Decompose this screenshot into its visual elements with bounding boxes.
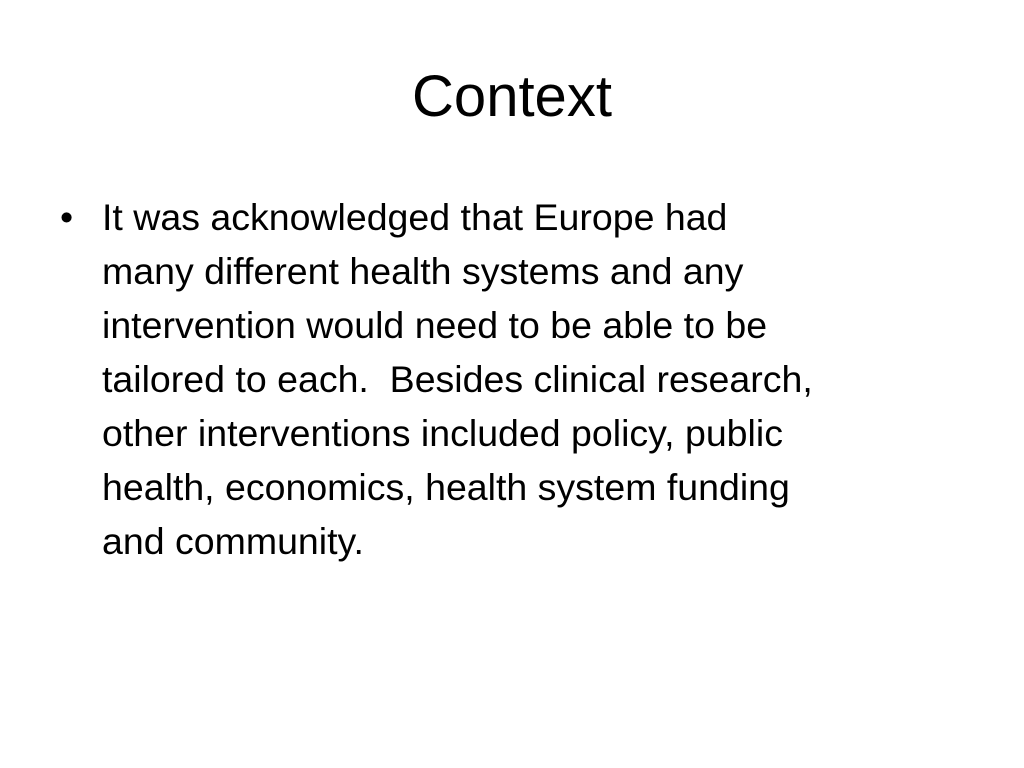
- bullet-line: and community.: [102, 520, 364, 562]
- bullet-icon: •: [60, 196, 74, 238]
- bullet-line: other interventions included policy, public: [102, 412, 783, 454]
- bullet-line: It was acknowledged that Europe had: [102, 196, 728, 238]
- bullet-line: tailored to each. Besides clinical research,: [102, 358, 813, 400]
- bullet-text: [102, 190, 980, 568]
- bullet-list: [60, 190, 980, 568]
- bullet-line: health, economics, health system funding: [102, 466, 790, 508]
- slide-title: Context: [412, 64, 612, 129]
- bullet-line: intervention would need to be able to be: [102, 304, 768, 346]
- bullet-item: [60, 190, 980, 568]
- bullet-line: many different health systems and any: [102, 250, 744, 292]
